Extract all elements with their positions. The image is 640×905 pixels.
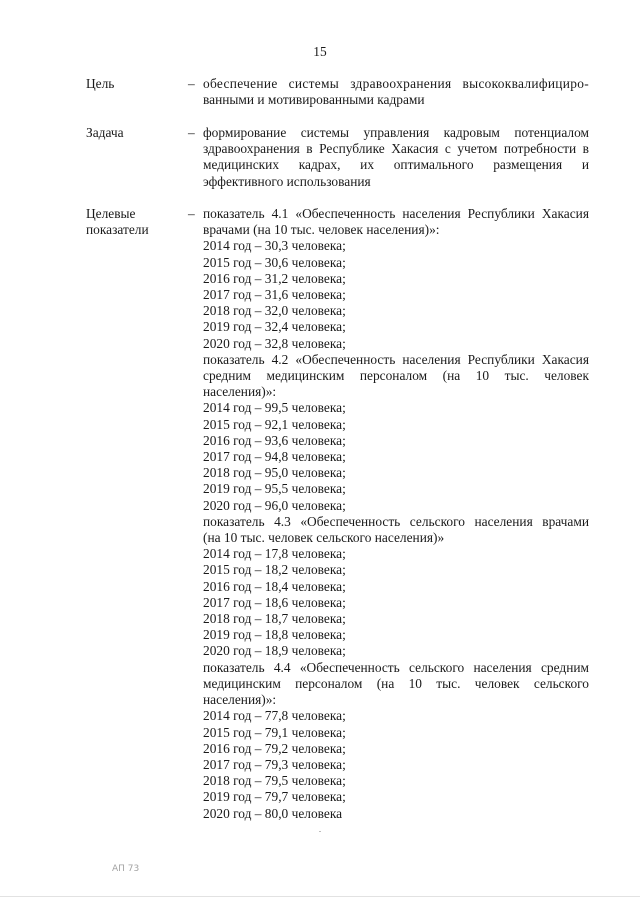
indicator-4-4 [203,660,589,822]
indicator-value: 2015 год – 30,6 человека; [203,254,346,270]
indicator-value: 2016 год – 18,4 человека; [203,578,346,594]
indicator-value: 2014 год – 30,3 человека; [203,238,346,254]
targets-label-line: Целевые [86,206,136,221]
indicator-title-line: показатель 4.4 «Обеспеченность сельского населения средним [203,659,589,675]
indicator-value: 2018 год – 79,5 человека; [203,773,346,789]
goal-dash: – [188,76,195,91]
indicator-value: 2017 год – 18,6 человека; [203,594,346,610]
scan-dot [319,831,321,832]
goal-text [203,76,589,108]
indicator-4-3 [203,514,589,660]
indicator-value: 2018 год – 95,0 человека; [203,465,346,481]
indicator-title-line: средним медицинским персоналом (на 10 тыс. человек [203,368,589,384]
footer-mark: АП 73 [112,864,140,874]
indicator-value: 2019 год – 32,4 человека; [203,319,346,335]
indicator-value: 2019 год – 79,7 человека; [203,789,346,805]
indicator-value: 2020 год – 80,0 человека [203,805,343,821]
indicator-value: 2018 год – 18,7 человека; [203,611,346,627]
indicator-value: 2020 год – 32,8 человека; [203,335,346,351]
indicator-value: 2015 год – 79,1 человека; [203,724,346,740]
task-line: здравоохранения в Республике Хакасия с учетом потребности в [203,141,589,157]
indicator-value: 2015 год – 92,1 человека; [203,416,346,432]
goal-line: обеспечение системы здравоохранения высококвалифициро- [203,76,589,91]
indicator-title-line: показатель 4.2 «Обеспеченность населения Республики Хакасия [203,351,589,367]
task-line: эффективного использования [203,173,371,189]
indicator-value: 2020 год – 18,9 человека; [203,643,346,659]
indicator-title-line: (на 10 тыс. человек сельского населения)» [203,530,445,546]
indicator-value: 2017 год – 31,6 человека; [203,287,346,303]
targets-label-line: показатели [86,222,149,238]
indicator-title-line: показатель 4.3 «Обеспеченность сельского населения врачами [203,513,589,529]
goal-label: Цель [86,76,115,91]
indicator-value: 2014 год – 99,5 человека; [203,400,346,416]
indicator-4-1 [203,206,589,352]
indicator-value: 2016 год – 93,6 человека; [203,432,346,448]
indicator-value: 2014 год – 77,8 человека; [203,708,346,724]
task-text [203,125,589,190]
indicator-title-line: врачами (на 10 тыс. человек населения)»: [203,222,440,238]
indicator-title-line: населения)»: [203,384,277,400]
bottom-rule [0,896,640,897]
goal-line: ванными и мотивированными кадрами [203,92,425,108]
indicator-value: 2016 год – 31,2 человека; [203,270,346,286]
task-label: Задача [86,125,124,140]
indicator-value: 2018 год – 32,0 человека; [203,303,346,319]
indicator-value: 2019 год – 95,5 человека; [203,481,346,497]
indicator-value: 2019 год – 18,8 человека; [203,627,346,643]
indicator-4-2 [203,352,589,514]
indicator-title-line: медицинским персоналом (на 10 тыс. человек сельского [203,675,589,691]
indicator-value: 2015 год – 18,2 человека; [203,562,346,578]
page-number: 15 [313,44,327,59]
task-dash: – [188,125,195,140]
indicator-value: 2017 год – 79,3 человека; [203,756,346,772]
targets-label [86,206,149,238]
indicator-title-line: показатель 4.1 «Обеспеченность населения Республики Хакасия [203,206,589,221]
indicator-value: 2020 год – 96,0 человека; [203,497,346,513]
task-line: медицинских кадрах, их оптимального размещения и [203,157,589,173]
targets-text [203,206,589,822]
targets-dash: – [188,206,195,221]
task-line: формирование системы управления кадровым потенциалом [203,125,589,140]
indicator-value: 2014 год – 17,8 человека; [203,546,346,562]
indicator-value: 2017 год – 94,8 человека; [203,449,346,465]
indicator-title-line: населения)»: [203,692,277,708]
indicator-value: 2016 год – 79,2 человека; [203,740,346,756]
